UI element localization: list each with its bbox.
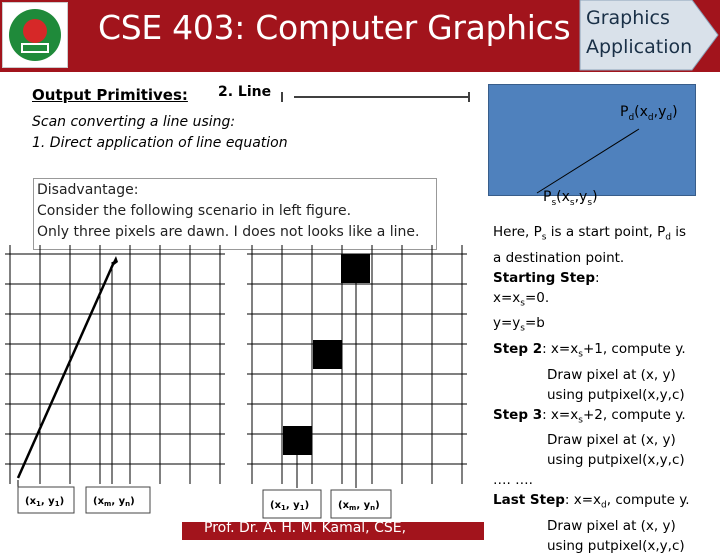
pixel-2 [313, 340, 342, 369]
step-line-5: $y=y_s=b$ [493, 315, 545, 335]
step-line-8: using putpixel(x,y,c) [547, 386, 685, 403]
step-line-1: Here, $P_s$ is a start point, $P_d$ is [493, 224, 687, 243]
dis-line-1: Disadvantage: [37, 182, 139, 198]
diagonal-line [537, 129, 639, 193]
scan-description [32, 112, 288, 154]
section-subtitle: Output Primitives: [32, 86, 188, 104]
dis-line-2: Consider the following scenario in left figure. [37, 203, 352, 219]
badge-text [586, 4, 692, 62]
university-logo [2, 2, 68, 68]
step-line-3: Starting Step: [493, 269, 600, 286]
pixel-3 [341, 254, 370, 283]
step-line-10: Draw pixel at (x, y) [547, 432, 676, 449]
pixel-grid-figures [0, 240, 480, 540]
coord-label-x1y1-right: ($x_1$, $y_1$) [270, 500, 310, 512]
line-diagram-box [488, 84, 696, 196]
algorithm-steps [493, 222, 717, 556]
badge-line1: Graphics [586, 7, 670, 29]
step-line-14: Draw pixel at (x, y) [547, 518, 676, 535]
left-grid-arrowhead [110, 256, 118, 268]
sample-line-graphic [280, 90, 472, 104]
left-grid [5, 245, 225, 484]
step-line-15: using putpixel(x,y,c) [547, 538, 685, 555]
disadvantage-text [37, 180, 420, 243]
coord-label-x1y1-left: ($x_1$, $y_1$) [25, 496, 65, 508]
scan-line-1: Scan converting a line using: [32, 114, 236, 130]
coord-label-xmyn-left: ($x_m$, $y_n$) [93, 496, 135, 508]
coord-label-xmyn-right: ($x_m$, $y_n$) [338, 500, 380, 512]
start-point-label: $P_s(x_s,y_s)$ [543, 189, 598, 208]
line-label: 2. Line [218, 84, 272, 100]
step-line-6: Step 2: $x=x_s+1$, compute y. [493, 341, 686, 360]
page-title: CSE 403: Computer Graphics [98, 8, 571, 47]
step-line-13: Last Step: $x=x_d$, compute y. [493, 492, 690, 512]
step-line-2: a destination point. [493, 249, 625, 266]
step-line-4: $x=x_s=0$. [493, 289, 550, 309]
step-line-7: Draw pixel at (x, y) [547, 366, 676, 383]
scan-line-2: 1. Direct application of line equation [32, 135, 288, 151]
footer-text: Prof. Dr. A. H. M. Kamal, CSE, [204, 520, 407, 536]
step-line-11: using putpixel(x,y,c) [547, 452, 685, 469]
dis-line-3: Only three pixels are dawn. I does not looks like a line. [37, 224, 420, 240]
pixel-1 [283, 426, 312, 455]
step-line-9: Step 3: $x=x_s+2$, compute y. [493, 406, 686, 426]
step-line-12: …. …. [493, 472, 533, 489]
destination-point-label: $P_d(x_d,y_d)$ [620, 104, 678, 123]
badge-line2: Application [586, 36, 693, 58]
